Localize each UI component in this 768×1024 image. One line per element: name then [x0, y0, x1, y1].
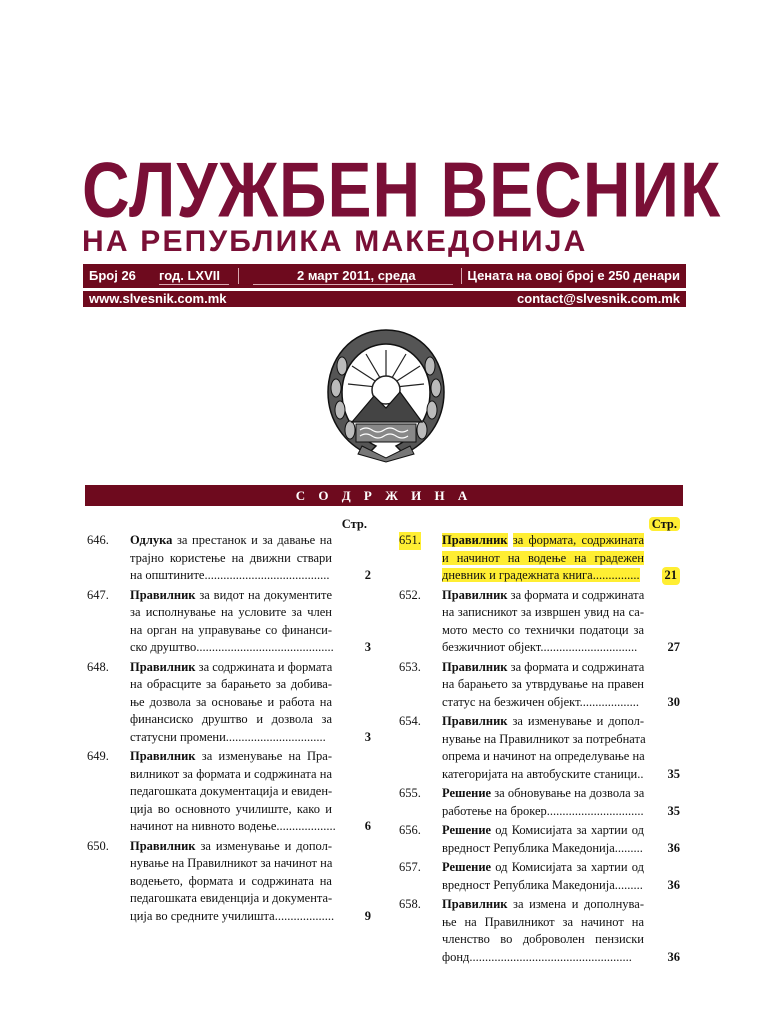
toc-entry-page: 9: [364, 908, 371, 923]
toc-entry-line: дневник и градежната книга...............: [442, 568, 640, 582]
toc-entry[interactable]: [397, 713, 686, 783]
toc-entry[interactable]: [85, 748, 377, 836]
toc-entry-title: [130, 587, 332, 657]
toc-entry-line: од Комисијата за хартии од: [495, 823, 644, 837]
toc-entry-line: за формата, содржината: [512, 533, 645, 547]
toc-entry-page: 35: [667, 766, 680, 781]
toc-entry-type: Одлука: [130, 533, 173, 547]
toc-entry-number: 657.: [399, 860, 421, 874]
toc-entry-number: 650.: [87, 838, 109, 853]
toc-entry-line: нување на Правилникот за начинот на: [130, 856, 333, 870]
toc-entry-title: [130, 838, 335, 926]
toc-entry-type: Решение: [442, 823, 492, 837]
toc-entry-line: за обновување на дозвола за: [494, 786, 645, 800]
toc-entry[interactable]: [397, 822, 686, 857]
toc-entry-number: 647.: [87, 587, 109, 602]
toc-entry-number: 654.: [399, 714, 421, 728]
toc-entry-line: и начинот на водење на градежен: [442, 550, 644, 565]
toc-entry-title: [442, 859, 644, 894]
toc-entry[interactable]: [397, 587, 686, 657]
issue-info-bar: [83, 264, 686, 288]
toc-entry[interactable]: [397, 896, 686, 966]
toc-entry-line: вредност Република Македонија.........: [442, 840, 643, 855]
toc-entry-number: 652.: [399, 587, 421, 602]
toc-entry-line: педагошката евиденција и документа-: [130, 891, 333, 905]
toc-entry-line: на барањето за утврдување на правен: [442, 677, 644, 691]
toc-entry[interactable]: [85, 838, 377, 926]
toc-entry-title: [442, 785, 644, 820]
toc-entry-line: на орган на управување со финанси-: [130, 622, 332, 637]
toc-entry-line: ње дозвола за основање и работа на: [130, 694, 332, 709]
toc-entry-line: членство во доброволен пензиски: [442, 932, 644, 946]
toc-entry-type: Правилник: [442, 659, 508, 674]
toc-entry-line: ција во средните училишта...................: [130, 908, 335, 923]
toc-entry-line: ње на Правилникот за начинот на: [442, 914, 644, 929]
masthead-subtitle: НА РЕПУБЛИКА МАКЕДОНИЈА: [82, 225, 588, 258]
toc-entry-page: 35: [667, 803, 680, 818]
toc-entry-line: за формата и содржината: [510, 659, 645, 674]
toc-entry-line: работење на брокер...............................: [442, 803, 644, 818]
toc-entry-title: [442, 822, 644, 857]
toc-entry-type: Правилник: [442, 714, 508, 728]
toc-entry-type: Правилник: [442, 533, 508, 547]
toc-entry-line: статусни промени................................: [130, 729, 326, 744]
toc-entry-type: Правилник: [442, 897, 508, 911]
toc-entry-type: Правилник: [442, 587, 508, 602]
page-column-label: Стр.: [649, 517, 680, 531]
toc-entry-line: трајно користење на движни ствари: [130, 550, 332, 565]
toc-entry[interactable]: [397, 659, 686, 712]
toc-entry-line: вредност Република Македонија.........: [442, 877, 643, 892]
toc-entry-line: статус на безжичен објект...................: [442, 694, 639, 709]
toc-entry-page: 36: [667, 949, 680, 964]
toc-entry-line: финансиско друштво и дозвола за: [130, 712, 332, 726]
toc-entry-line: нување на Правилникот за потребната: [442, 731, 646, 746]
toc-entry-line: фонд....................................................: [442, 949, 632, 964]
toc-entry-page: 30: [667, 694, 680, 709]
toc-entry-number: 648.: [87, 659, 109, 674]
toc-entry-line: за изменување и допол-: [512, 714, 644, 728]
toc-entry-page: 27: [667, 640, 680, 654]
toc-entry-page: 36: [667, 877, 680, 892]
issue-price: Цената на овој број е 250 денари: [467, 268, 680, 283]
toc-entry-number: 656.: [399, 823, 421, 837]
toc-entry-line: за престанок и за давање на: [176, 533, 332, 547]
email-link[interactable]: contact@slvesnik.com.mk: [517, 291, 680, 306]
toc-entry-line: на општините........................................: [130, 568, 330, 582]
toc-heading: С О Д Р Ж И Н А: [85, 485, 683, 506]
toc-entry[interactable]: [85, 659, 377, 747]
toc-entry[interactable]: [85, 532, 377, 585]
toc-entry-page: 6: [364, 819, 371, 833]
masthead-title: СЛУЖБЕН ВЕСНИК: [82, 145, 722, 233]
issue-year: год. LXVII: [159, 268, 220, 283]
toc-entry-line: вилникот за формата и содржината на: [130, 766, 332, 781]
toc-entry[interactable]: [397, 859, 686, 894]
links-bar: [83, 291, 686, 307]
toc-entry-page: 3: [364, 640, 371, 654]
toc-entry-title: [442, 713, 644, 783]
toc-entry-number: 649.: [87, 749, 109, 763]
toc-entry-title: [130, 532, 332, 585]
toc-entry-line: мото место со технички податоци за: [442, 622, 644, 637]
toc-entry-line: за исполнување на условите за член: [130, 605, 332, 619]
toc-entry-line: начинот на нивното водење...................: [130, 819, 336, 833]
toc-entry-title: [442, 659, 644, 712]
toc-entry-line: безжичниот објект...............................: [442, 640, 638, 654]
toc-entry-line: педагошката документација и евиден-: [130, 784, 333, 798]
toc-entry-line: за видот на документите: [199, 587, 332, 602]
toc-entry-line: за содржината и формата: [198, 659, 333, 674]
toc-entry-line: водењето, формата и содржината на: [130, 873, 332, 888]
toc-entry-number: 655.: [399, 786, 421, 800]
toc-entry-line: категоријата на автобуските станици..: [442, 766, 644, 781]
toc-entry-type: Решение: [442, 786, 492, 800]
coat-of-arms-icon: [322, 326, 450, 464]
toc-entry-title: [130, 748, 336, 836]
toc-entry-type: Правилник: [130, 659, 196, 674]
toc-entry-line: за изменување на Пра-: [201, 749, 332, 763]
toc-entry-number: 658.: [399, 897, 421, 911]
toc-entry-type: Правилник: [130, 749, 196, 763]
toc-entry-line: ско друштво............................................: [130, 640, 334, 654]
website-link[interactable]: www.slvesnik.com.mk: [89, 291, 227, 306]
toc-entry-line: за изменување и допол-: [200, 838, 332, 853]
toc-entry-number: 653.: [399, 659, 421, 674]
toc-entry-line: од Комисијата за хартии од: [495, 860, 644, 874]
toc-entry-type: Решение: [442, 860, 492, 874]
toc-entry-page: 3: [364, 729, 371, 744]
toc-entry-title: [442, 532, 644, 585]
toc-entry-line: ција во основното училиште, како и: [130, 801, 332, 816]
toc-entry-page: 2: [364, 568, 371, 582]
toc-entry-line: опрема и начинот на определување на: [442, 749, 645, 763]
toc-entry-title: [442, 587, 644, 657]
toc-entry-number: 651.: [399, 532, 421, 550]
toc-entry-page: 36: [667, 840, 680, 855]
page-column-label: Стр.: [341, 517, 367, 531]
issue-number: Број 26: [89, 268, 136, 283]
toc-entry-line: за формата и содржината: [510, 587, 645, 602]
toc-entry-line: на записникот за извршен увид на са-: [442, 605, 644, 619]
toc-entry-title: [442, 896, 644, 966]
issue-date: 2 март 2011, среда: [297, 268, 416, 283]
toc-entry-line: на обрасците за барањето за добива-: [130, 677, 332, 691]
toc-entry-type: Правилник: [130, 587, 196, 602]
toc-entry-line: за измена и дополнува-: [513, 897, 644, 911]
toc-entry[interactable]: [397, 532, 686, 585]
toc-entry-type: Правилник: [130, 838, 196, 853]
toc-entry-page: 21: [662, 567, 681, 585]
toc-entry[interactable]: [85, 587, 377, 657]
toc-entry[interactable]: [397, 785, 686, 820]
toc-entry-title: [130, 659, 332, 747]
toc-entry-number: 646.: [87, 533, 109, 547]
